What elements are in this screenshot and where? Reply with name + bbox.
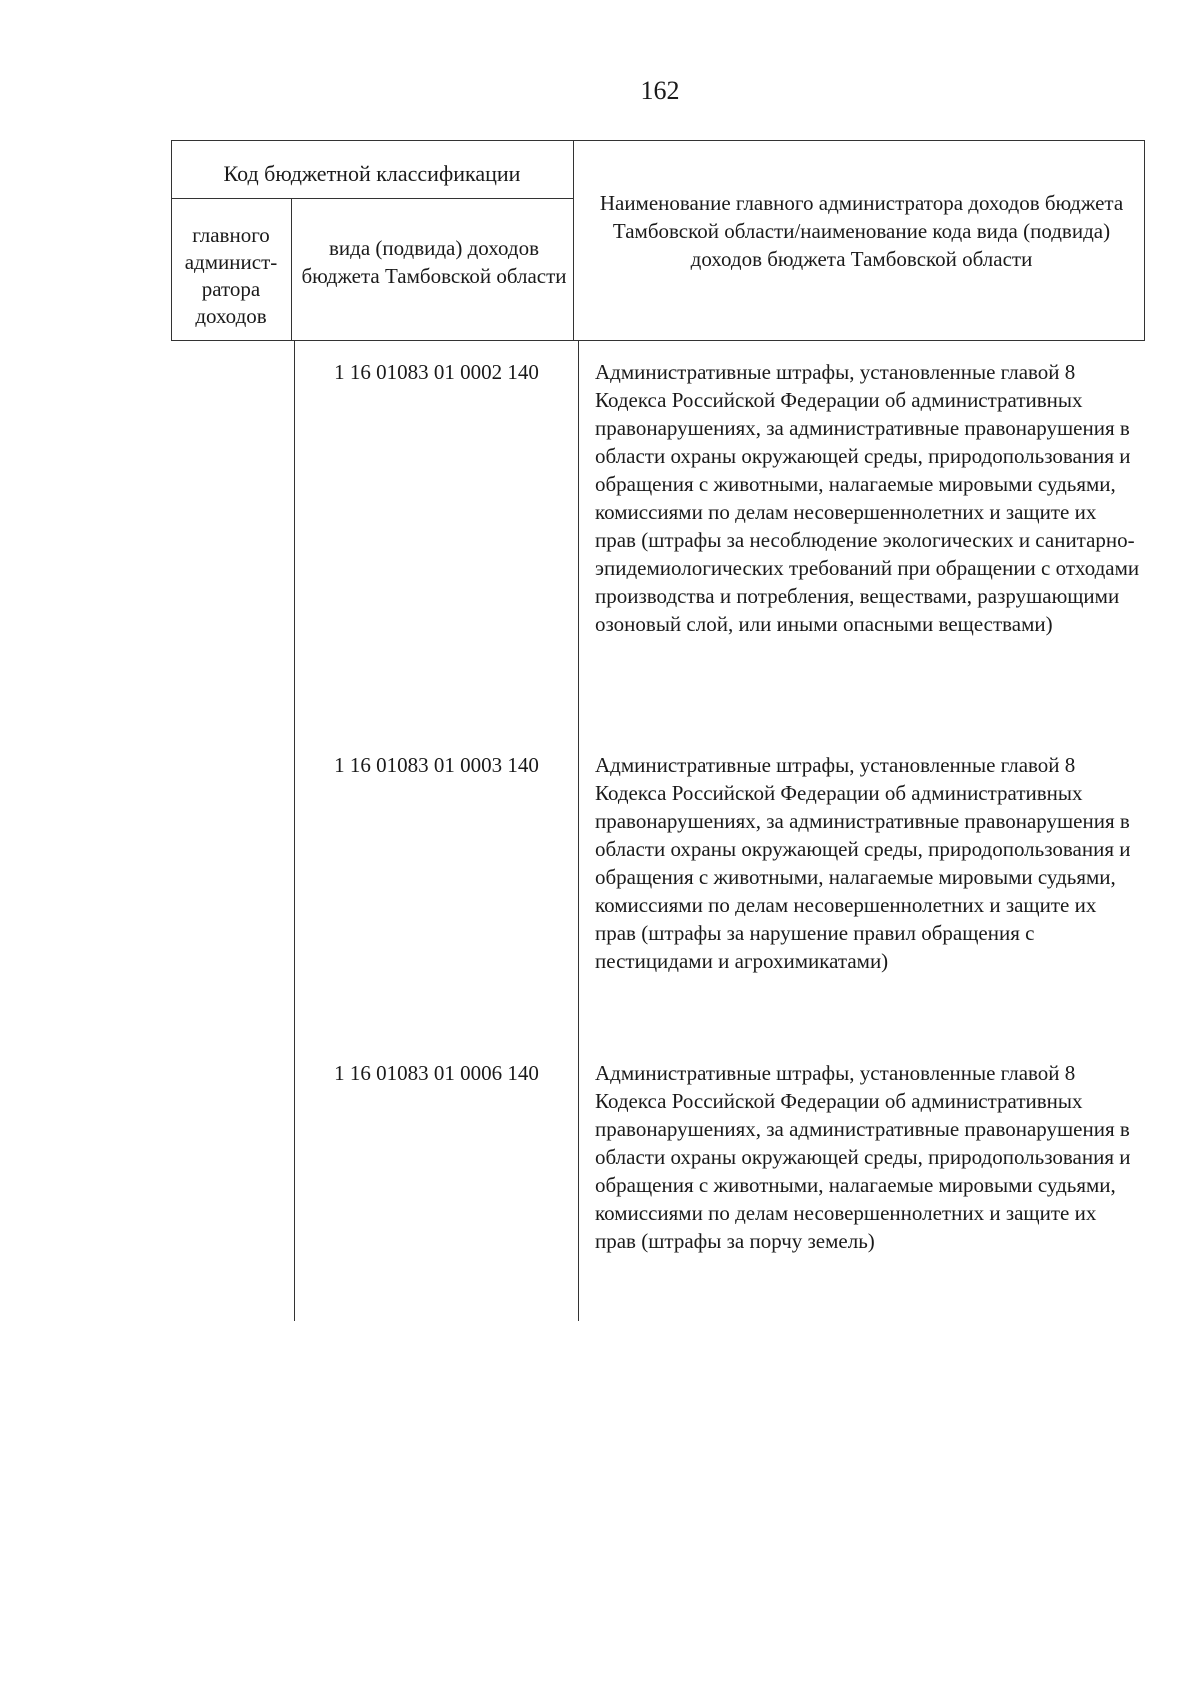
header-col-admin: главного админист-ратора доходов	[184, 223, 278, 328]
header-column-divider-2	[573, 140, 574, 341]
row-2-description: Административные штрафы, установленные главой 8 Кодекса Российской Федерации об административных правонарушениях, за административные правонарушения в области охраны окружающей среды, природопользования и обращения с животными, налагаемые мировыми судьями, комиссиями по делам несовершеннолетних и защите их прав (штрафы за нарушение правил обращения с пестицидами и агрохимикатами)	[595, 753, 1131, 973]
body-column-divider-2	[578, 341, 579, 1321]
header-divider	[171, 198, 573, 199]
row-1-description: Административные штрафы, установленные главой 8 Кодекса Российской Федерации об административных правонарушениях, за административные правонарушения в области охраны окружающей среды, природопользования и обращения с животными, налагаемые мировыми судьями, комиссиями по делам несовершеннолетних и защите их прав (штрафы за несоблюдение экологических и санитарно-эпидемиологических требований при обращении с отходами производства и потребления, веществами, разрушающими озоновый слой, или иными опасными веществами)	[595, 360, 1140, 636]
row-3-code: 1 16 01083 01 0006 140	[334, 1061, 539, 1085]
row-3-description: Административные штрафы, установленные главой 8 Кодекса Российской Федерации об административных правонарушениях, за административные правонарушения в области охраны окружающей среды, природопользования и обращения с животными, налагаемые мировыми судьями, комиссиями по делам несовершеннолетних и защите их прав (штрафы за порчу земель)	[595, 1061, 1131, 1253]
header-col-name: Наименование главного администратора доходов бюджета Тамбовской области/наименование кода вида (подвида) доходов бюджета Тамбовской области	[599, 191, 1124, 271]
header-column-divider-1	[291, 198, 292, 341]
header-col-kind: вида (подвида) доходов бюджета Тамбовской области	[301, 236, 567, 288]
row-1-code: 1 16 01083 01 0002 140	[334, 360, 539, 384]
page-number: 162	[640, 76, 680, 105]
row-2-code: 1 16 01083 01 0003 140	[334, 753, 539, 777]
body-column-divider-1	[294, 341, 295, 1321]
header-budget-code-group: Код бюджетной классификации	[223, 161, 521, 186]
